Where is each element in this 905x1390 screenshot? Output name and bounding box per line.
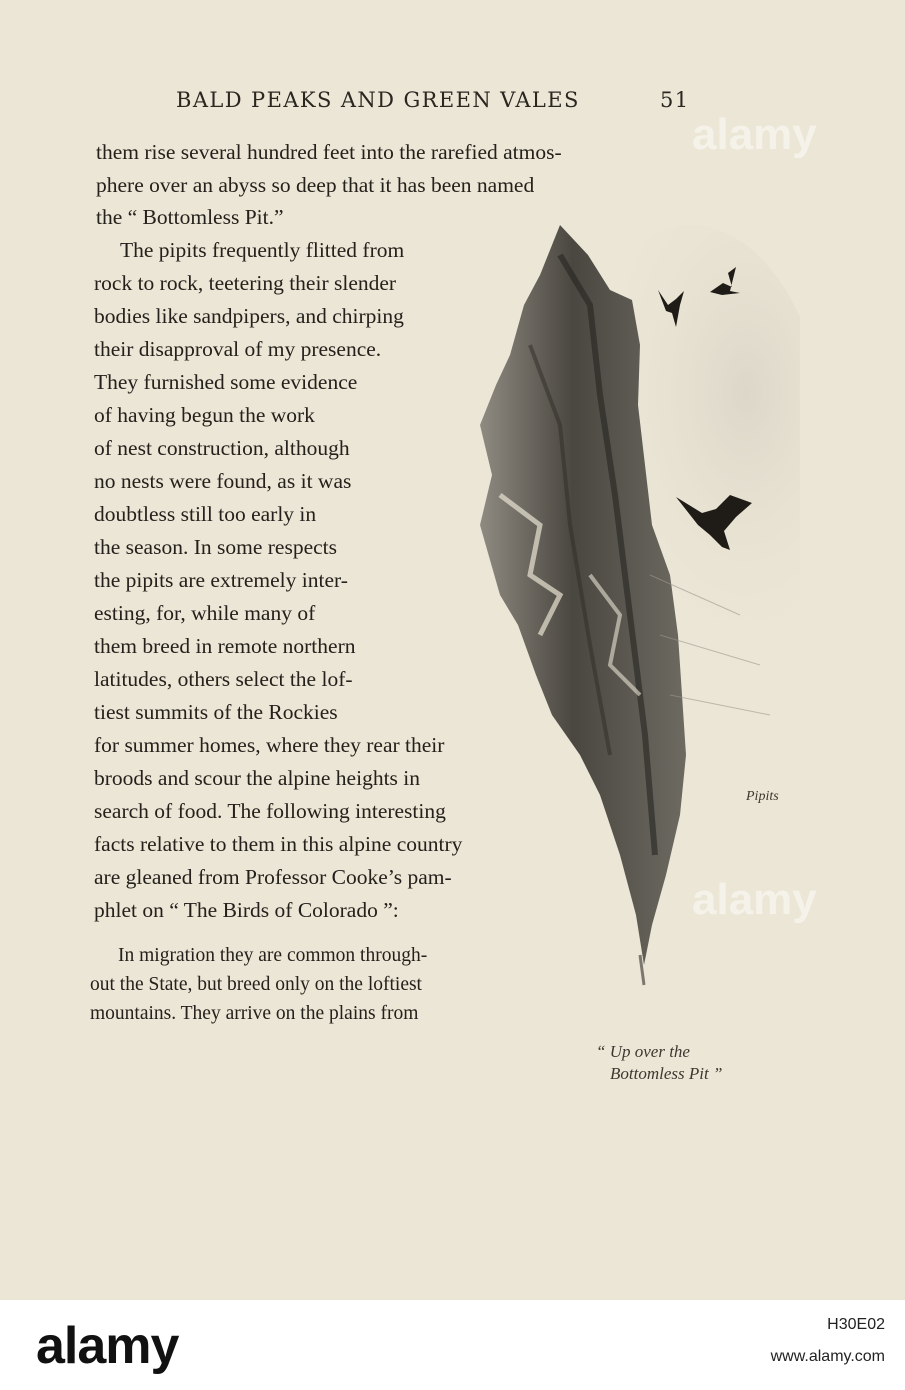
watermark-text: alamy xyxy=(692,875,817,924)
text-line: bodies like sandpipers, and chirping xyxy=(94,304,404,328)
text-line: for summer homes, where they rear their xyxy=(94,733,445,757)
running-head: BALD PEAKS AND GREEN VALES xyxy=(176,88,580,112)
text-line: phere over an abyss so deep that it has been named xyxy=(96,173,535,197)
alamy-logo: alamy xyxy=(36,1317,179,1375)
birds-caption: Pipits xyxy=(746,789,779,804)
text-line: tiest summits of the Rockies xyxy=(94,700,338,724)
text-line: The pipits frequently flitted from xyxy=(120,238,405,262)
image-id: H30E02 xyxy=(827,1316,885,1333)
text-line: are gleaned from Professor Cooke’s pam- xyxy=(94,865,452,889)
text-line: doubtless still too early in xyxy=(94,502,317,526)
text-line: the pipits are extremely inter- xyxy=(94,568,348,592)
plate-caption-line-1: “ Up over the xyxy=(596,1042,690,1061)
text-line: no nests were found, as it was xyxy=(94,469,352,493)
text-line: They furnished some evidence xyxy=(94,370,358,394)
text-line: of having begun the work xyxy=(94,403,315,427)
quote-line: mountains. They arrive on the plains from xyxy=(90,1003,419,1024)
text-line: them rise several hundred feet into the rarefied atmos- xyxy=(96,140,562,164)
watermark-text: alamy xyxy=(692,110,817,159)
text-line: rock to rock, teetering their slender xyxy=(94,271,397,295)
text-line: broods and scour the alpine heights in xyxy=(94,766,421,790)
text-line: the “ Bottomless Pit.” xyxy=(96,205,284,229)
text-line: facts relative to them in this alpine country xyxy=(94,832,463,856)
site-url: www.alamy.com xyxy=(770,1348,885,1365)
page-number: 51 xyxy=(660,88,690,112)
text-line: their disapproval of my presence. xyxy=(94,337,382,361)
text-line: the season. In some respects xyxy=(94,535,337,559)
stock-footer xyxy=(0,1300,905,1390)
text-line: esting, for, while many of xyxy=(94,601,316,625)
quote-line: out the State, but breed only on the loftiest xyxy=(90,974,422,995)
quote-line: In migration they are common through- xyxy=(118,945,428,966)
text-line: of nest construction, although xyxy=(94,436,350,460)
text-line: phlet on “ The Birds of Colorado ”: xyxy=(94,898,399,922)
plate-caption-line-2: Bottomless Pit ” xyxy=(610,1064,723,1083)
text-line: them breed in remote northern xyxy=(94,634,356,658)
text-line: latitudes, others select the lof- xyxy=(94,667,353,691)
text-line: search of food. The following interesting xyxy=(94,799,446,823)
